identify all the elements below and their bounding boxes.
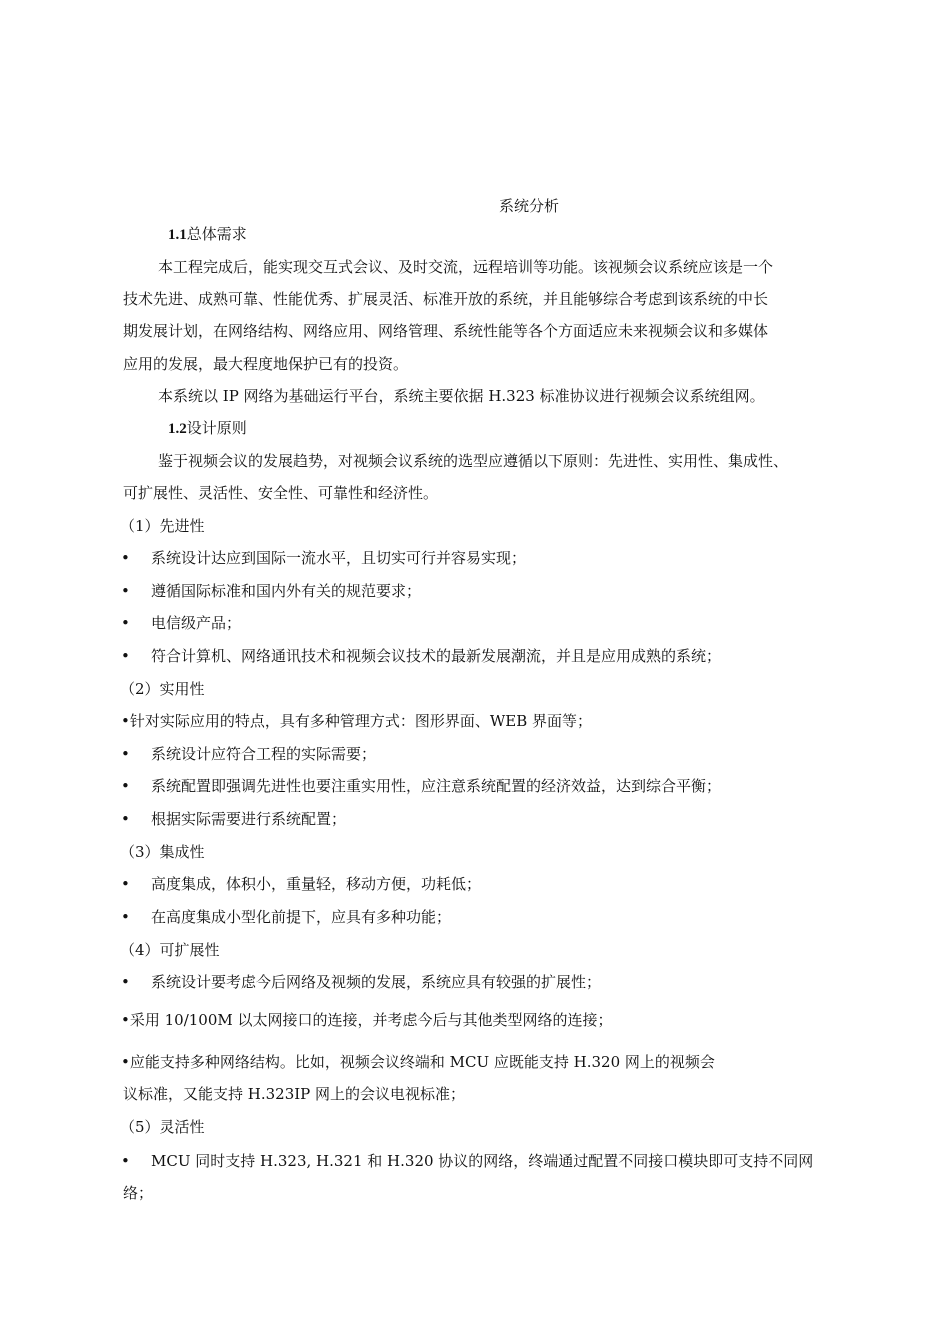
paragraph-line: 应用的发展，最大程度地保护已有的投资。 xyxy=(123,355,409,373)
bullet: • xyxy=(121,908,130,926)
list-item xyxy=(121,907,451,927)
list-item xyxy=(121,776,721,796)
section-number: 1.1 xyxy=(168,227,187,243)
bullet: • xyxy=(121,777,130,795)
list-item: •采用 10/100M 以太网接口的连接，并考虑今后与其他类型网络的连接； xyxy=(121,1011,613,1029)
list-item xyxy=(121,646,721,666)
list-item: •应能支持多种网络结构。比如，视频会议终端和 MCU 应既能支持 H.320 网上的视频会 xyxy=(121,1053,715,1071)
list-item-continuation: 络； xyxy=(123,1184,154,1202)
bullet: • xyxy=(121,745,130,763)
section-number: 1.2 xyxy=(168,421,187,437)
list-item xyxy=(121,744,376,764)
bullet: • xyxy=(121,647,130,665)
section-heading-1-2 xyxy=(168,418,247,439)
document-title: 系统分析 xyxy=(498,197,559,215)
bullet: • xyxy=(121,549,130,567)
bullet: • xyxy=(121,1152,130,1170)
list-item-text: 电信级产品； xyxy=(151,614,242,632)
bullet: • xyxy=(121,614,130,632)
paragraph-line: 本工程完成后，能实现交互式会议、及时交流，远程培训等功能。该视频会议系统应该是一个 xyxy=(158,258,774,276)
paragraph: 本系统以 IP 网络为基础运行平台，系统主要依据 H.323 标准协议进行视频会议系统组网。 xyxy=(158,387,765,405)
list-item-text: 系统设计应符合工程的实际需要； xyxy=(151,745,377,763)
list-item xyxy=(121,874,481,894)
section-title: 设计原则 xyxy=(186,419,247,437)
list-item-text: 符合计算机、网络通讯技术和视频会议技术的最新发展潮流，并且是应用成熟的系统； xyxy=(151,647,722,665)
category-heading-1: （1）先进性 xyxy=(120,517,205,535)
list-item-text: 遵循国际标准和国内外有关的规范要求； xyxy=(151,582,422,600)
bullet: • xyxy=(121,582,130,600)
bullet: • xyxy=(121,875,130,893)
list-item xyxy=(121,809,346,829)
paragraph-line: 技术先进、成熟可靠、性能优秀、扩展灵活、标准开放的系统，并且能够综合考虑到该系统的中长 xyxy=(123,290,769,308)
section-heading-1-1 xyxy=(168,224,247,245)
list-item: •针对实际应用的特点，具有多种管理方式：图形界面、WEB 界面等； xyxy=(121,712,593,730)
list-item xyxy=(121,1151,813,1171)
category-heading-5: （5）灵活性 xyxy=(120,1118,205,1136)
list-item xyxy=(121,581,421,601)
list-item-text: 系统配置即强调先进性也要注重实用性，应注意系统配置的经济效益，达到综合平衡； xyxy=(151,777,722,795)
list-item-text: 在高度集成小型化前提下，应具有多种功能； xyxy=(151,908,452,926)
list-item-text: 系统设计要考虑今后网络及视频的发展，系统应具有较强的扩展性； xyxy=(151,973,602,991)
list-item-text: 高度集成，体积小，重量轻，移动方便，功耗低； xyxy=(151,875,482,893)
category-heading-2: （2）实用性 xyxy=(120,680,205,698)
list-item-text: MCU 同时支持 H.323, H.321 和 H.320 协议的网络，终端通过配置不同接口模块即可支持不同网 xyxy=(151,1152,814,1170)
category-heading-3: （3）集成性 xyxy=(120,843,205,861)
category-heading-4: （4）可扩展性 xyxy=(120,941,220,959)
list-item-text: 根据实际需要进行系统配置； xyxy=(151,810,347,828)
list-item-text: 系统设计达应到国际一流水平，且切实可行并容易实现； xyxy=(151,549,527,567)
list-item xyxy=(121,613,241,633)
list-item xyxy=(121,548,526,568)
list-item-continuation: 议标准，又能支持 H.323IP 网上的会议电视标准； xyxy=(123,1085,466,1103)
bullet: • xyxy=(121,810,130,828)
paragraph-line: 鉴于视频会议的发展趋势，对视频会议系统的选型应遵循以下原则：先进性、实用性、集成性、 xyxy=(158,452,789,470)
section-title: 总体需求 xyxy=(186,225,247,243)
paragraph-line: 可扩展性、灵活性、安全性、可靠性和经济性。 xyxy=(123,484,439,502)
list-item xyxy=(121,972,601,992)
paragraph-line: 期发展计划，在网络结构、网络应用、网络管理、系统性能等各个方面适应未来视频会议和多媒体 xyxy=(123,322,769,340)
bullet: • xyxy=(121,973,130,991)
